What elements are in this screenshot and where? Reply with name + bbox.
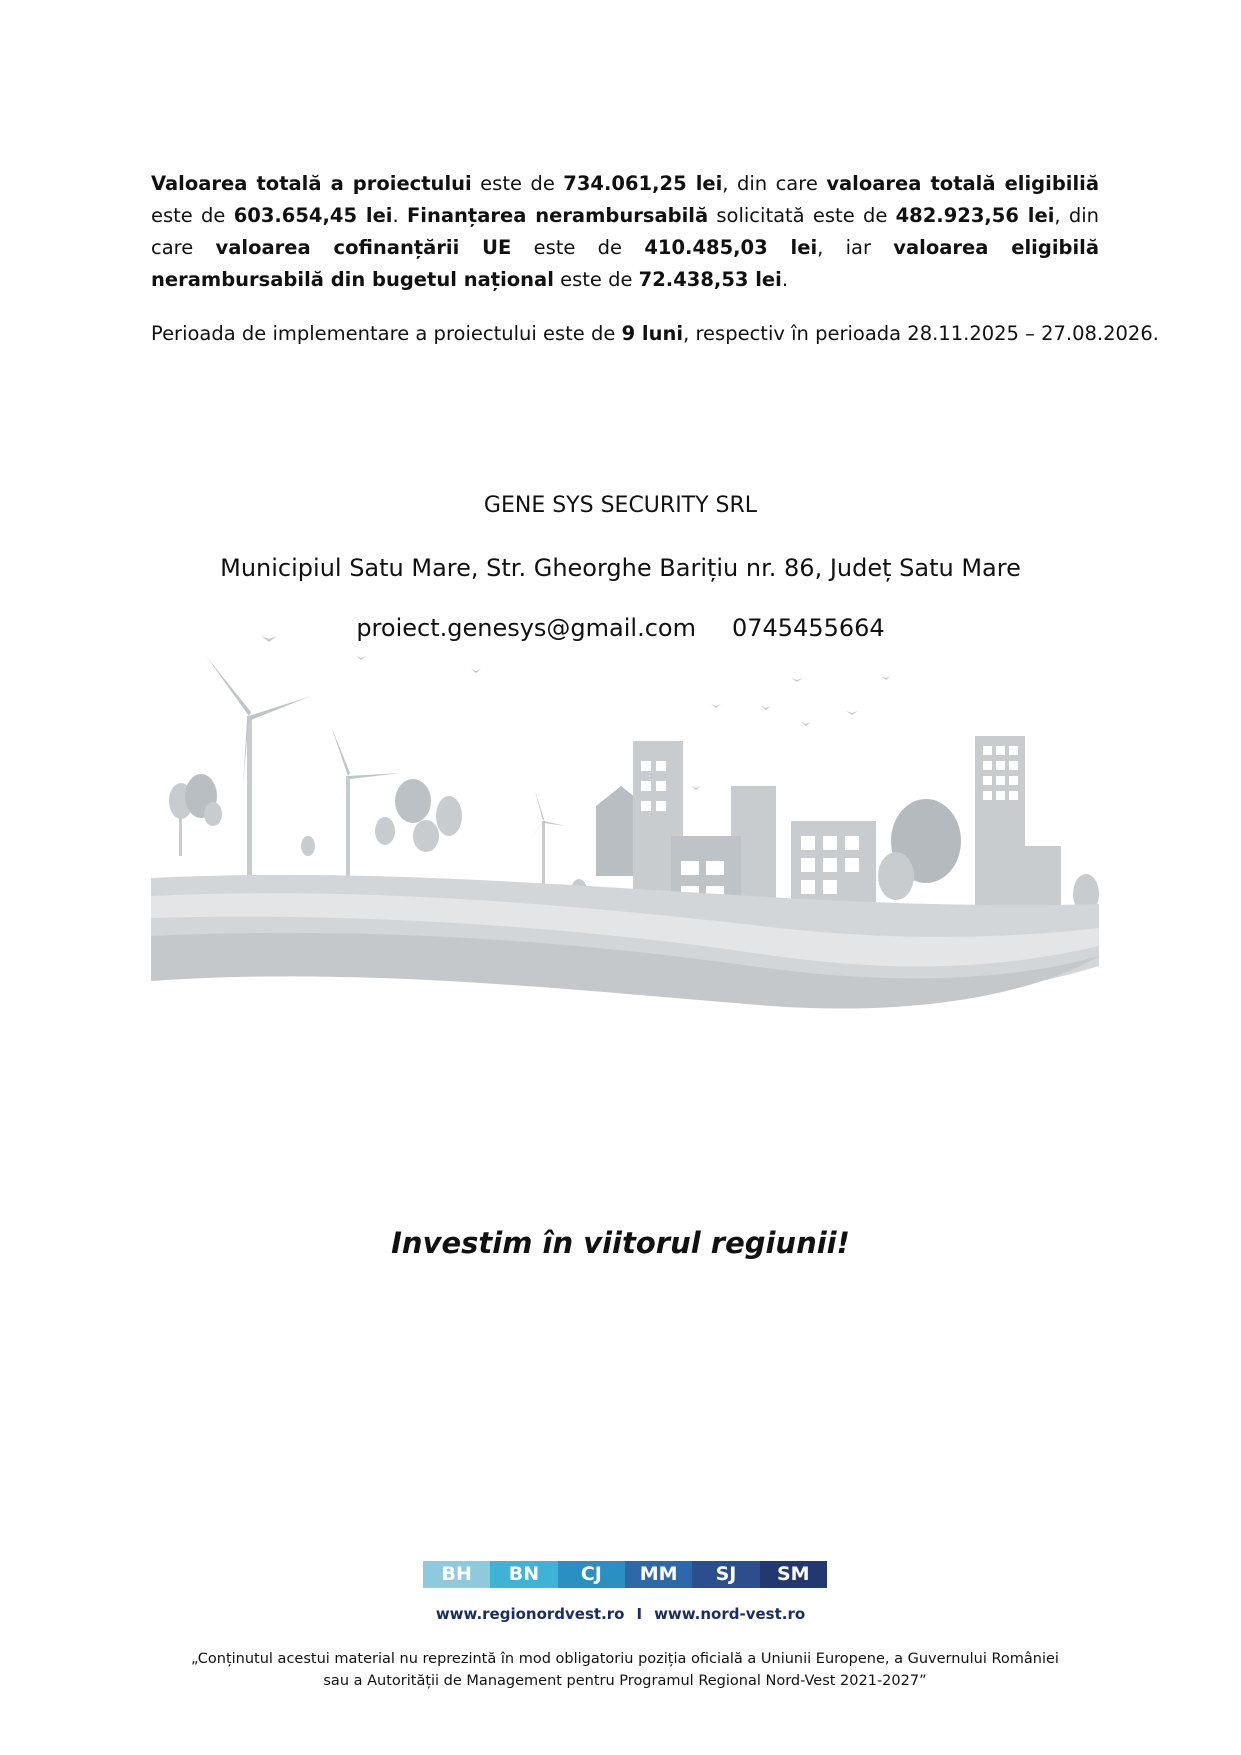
bold-eu-cofinancing-label: valoarea cofinanțării UE xyxy=(215,235,512,259)
implementation-period-paragraph xyxy=(151,318,1159,350)
region-sm: SM xyxy=(760,1561,827,1588)
text-span: este de xyxy=(511,235,645,259)
project-value-paragraph xyxy=(151,168,1099,296)
nonrefundable-amount: 482.923,56 lei xyxy=(895,203,1055,227)
tree-icon xyxy=(301,836,315,856)
tree-icon xyxy=(413,820,439,852)
text-span: , respectiv în perioada 28.11.2025 – 27.08.2026. xyxy=(683,321,1159,345)
tree-icon xyxy=(878,852,914,900)
text-span: Perioada de implementare a proiectului este de xyxy=(151,321,622,345)
text-span: este de xyxy=(151,203,234,227)
website-link-regionordvest[interactable]: www.regionordvest.ro xyxy=(435,1605,625,1623)
website-link-nord-vest[interactable]: www.nord-vest.ro xyxy=(654,1605,806,1623)
region-mm: MM xyxy=(625,1561,692,1588)
wind-turbine-icon xyxy=(331,726,401,816)
disclaimer-text: „Conținutul acestui material nu reprezintă în mod obligatoriu poziția oficială a Uniunii Europene, a Guvernului României sau a Autorității de Management pentru Programul Regional Nord-Vest 2021-2027” xyxy=(191,1651,1059,1689)
wind-turbine-mast xyxy=(247,716,252,901)
tree-icon xyxy=(395,779,431,823)
text-span: , iar xyxy=(817,235,894,259)
text-span: . xyxy=(781,267,789,291)
text-span: . xyxy=(392,203,407,227)
company-name: GENE SYS SECURITY SRL xyxy=(483,493,758,518)
region-cj: CJ xyxy=(558,1561,625,1588)
eu-cofinancing-amount: 410.485,03 lei xyxy=(644,235,818,259)
text-span: solicitată este de xyxy=(708,203,896,227)
website-separator: I xyxy=(636,1605,643,1623)
region-code-bar xyxy=(423,1561,827,1588)
text-span: este de xyxy=(471,171,564,195)
tree-icon xyxy=(436,796,462,836)
region-bh: BH xyxy=(423,1561,490,1588)
slogan: Investim în viitorul regiunii! xyxy=(391,1226,850,1260)
text-span: , din care xyxy=(151,203,1099,259)
tree-icon xyxy=(375,817,395,845)
region-bn: BN xyxy=(490,1561,557,1588)
eligible-value-amount: 603.654,45 lei xyxy=(233,203,393,227)
region-sj: SJ xyxy=(692,1561,759,1588)
national-budget-amount: 72.438,53 lei xyxy=(638,267,782,291)
wind-turbine-icon xyxy=(206,656,311,786)
company-phone: 0745455664 xyxy=(731,614,885,642)
company-email: proiect.genesys@gmail.com xyxy=(356,614,696,642)
total-value-amount: 734.061,25 lei xyxy=(563,171,723,195)
bold-eligible-value-label: valoarea totală eligibiliă xyxy=(826,171,1099,195)
tree-icon xyxy=(204,802,222,826)
bold-national-budget-label: valoarea eligibilă nerambursabilă din bugetul național xyxy=(151,235,1099,291)
duration-months: 9 luni xyxy=(621,321,684,345)
wind-turbine-icon xyxy=(529,791,566,841)
text-span: , din care xyxy=(722,171,827,195)
green-city-illustration xyxy=(151,636,1099,1011)
bird-icon xyxy=(261,636,891,790)
bold-nonrefundable-label: Finanțarea nerambursabilă xyxy=(406,203,709,227)
company-address: Municipiul Satu Mare, Str. Gheorghe Barițiu nr. 86, Județ Satu Mare xyxy=(220,554,1021,582)
websites-line xyxy=(0,1605,1241,1623)
text-span: este de xyxy=(553,267,639,291)
bold-total-value-label: Valoarea totală a proiectului xyxy=(151,171,472,195)
